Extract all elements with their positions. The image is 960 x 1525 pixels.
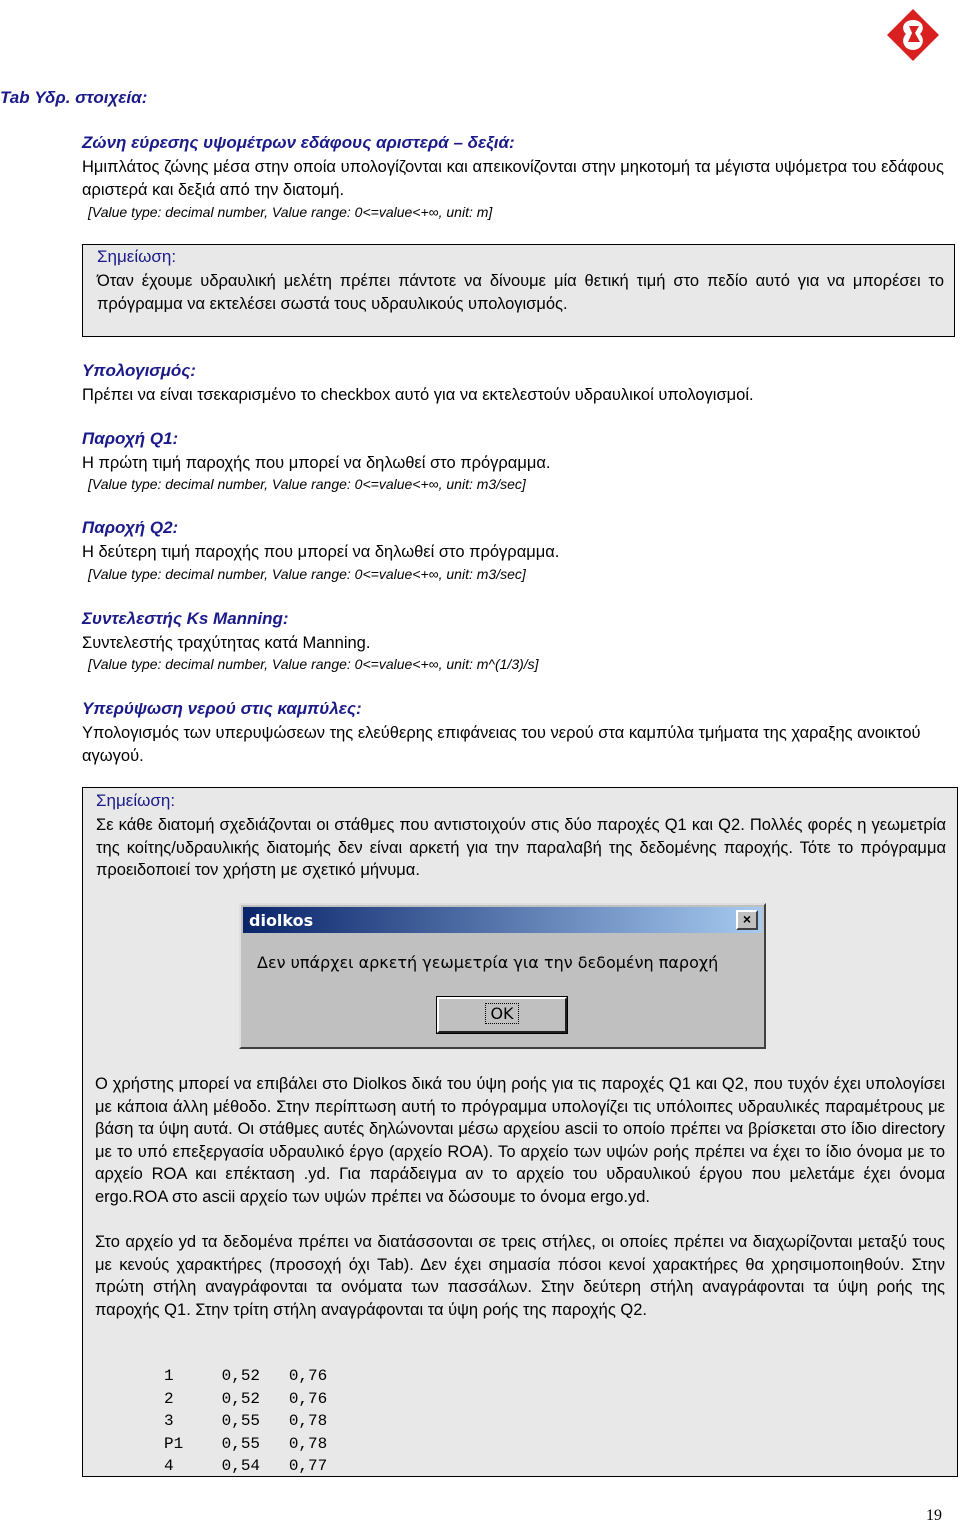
note-label: Σημείωση:: [96, 791, 176, 810]
note-label: Σημείωση:: [97, 247, 177, 266]
q2-text: Η δεύτερη τιμή παροχής που μπορεί να δηλωθεί στο πρόγραμμα.: [82, 543, 560, 561]
q1-value-info: [Value type: decimal number, Value range: 0<=value<+∞, unit: m3/sec]: [88, 476, 526, 492]
example-file-content: [164, 1365, 327, 1478]
dialog-title: diolkos: [249, 911, 314, 930]
calc-heading: Υπολογισμός:: [82, 361, 196, 380]
manning-text: Συντελεστής τραχύτητας κατά Manning.: [82, 634, 371, 652]
dialog-message: Δεν υπάρχει αρκετή γεωμετρία για την δεδομένη παροχή: [257, 953, 719, 972]
warning-dialog: [239, 903, 766, 1049]
ok-label: OK: [485, 1003, 518, 1024]
note-box-1: [82, 244, 955, 337]
q1-text: Η πρώτη τιμή παροχής που μπορεί να δηλωθεί στο πρόγραμμα.: [82, 454, 551, 472]
example-line: 2 0,52 0,76: [164, 1389, 328, 1408]
note-text-2: Ο χρήστης μπορεί να επιβάλει στο Diolkos δικά του ύψη ροής για τις παροχές Q1 και Q2, που τυχόν έχει υπολογίσει με κάποια άλλη μέθοδο. Στην περίπτωση αυτή το πρόγραμμα υπολογίζει τις υπόλοιπες υδραυλικές παραμέτρους με βάση τα ύψη αυτά. Οι στάθμες αυτές δηλώνονται μέσω αρχείου ascii το οποίο πρέπει να βρίσκεται στο ίδιο directory με το υπό επεξεργασία υδραυλικό έργο (αρχείο ROA). Το αρχείο των υψών ροής πρέπει να έχει το ίδιο όνομα με το αρχείο ROA και επέκταση .yd. Για παράδειγμα αν το αρχείο του υδραυλικού έργου που μελετάμε έχει όνομα ergo.ROA στο ascii αρχείο των υψών πρέπει να δώσουμε το όνομα ergo.yd.: [95, 1075, 945, 1206]
close-icon[interactable]: ×: [736, 910, 758, 930]
zone-value-info: [Value type: decimal number, Value range: 0<=value<+∞, unit: m]: [88, 204, 493, 220]
note-text: Σε κάθε διατομή σχεδιάζονται οι στάθμες που αντιστοιχούν στις δύο παροχές Q1 και Q2. Πολλές φορές η γεωμετρία της κοίτης/υδραυλικής διατομής δεν είναι αρκετή για την παραλαβή της δεδομένης παροχής. Τότε το πρόγραμμα προειδοποιεί τον χρήστη με σχετικό μήνυμα.: [96, 816, 946, 879]
page-number: 19: [926, 1507, 942, 1524]
example-line: 3 0,55 0,78: [164, 1412, 328, 1430]
q2-heading: Παροχή Q2:: [82, 518, 179, 537]
note-text-3: Στο αρχείο yd τα δεδομένα πρέπει να διατάσσονται σε τρεις στήλες, οι οποίες πρέπει να διαχωρίζονται μεταξύ τους με κενούς χαρακτήρες (προσοχή όχι Tab). Δεν έχει σημασία πόσοι κενοί χαρακτήρες θα χρησιμοποιηθούν. Στην πρώτη στήλη αναγράφονται τα ονόματα των πασσάλων. Στην δεύτερη στήλη αναγράφονται τα ύψη ροής της παροχής Q1. Στην τρίτη στήλη αναγράφονται τα ύψη ροής της παροχής Q2.: [95, 1233, 945, 1319]
diolkos-logo-icon: [884, 6, 942, 64]
zone-heading: Ζώνη εύρεσης υψομέτρων εδάφους αριστερά – δεξιά:: [82, 133, 515, 152]
example-line: 4 0,54 0,77: [164, 1457, 328, 1475]
example-line: P1 0,55 0,78: [164, 1434, 328, 1453]
superelevation-text: Υπολογισμός των υπερυψώσεων της ελεύθερης επιφάνειας του νερού στα καμπύλα τμήματα της χαραξης ανοικτού αγωγού.: [82, 724, 921, 765]
manning-value-info: [Value type: decimal number, Value range: 0<=value<+∞, unit: m^(1/3)/s]: [88, 656, 539, 672]
calc-text: Πρέπει να είναι τσεκαρισμένο το checkbox αυτό για να εκτελεστούν υδραυλικοί υπολογισμοί.: [82, 386, 754, 404]
superelevation-heading: Υπερύψωση νερού στις καμπύλες:: [82, 699, 362, 718]
dialog-titlebar: [243, 907, 762, 933]
ok-button[interactable]: [437, 997, 567, 1033]
q1-heading: Παροχή Q1:: [82, 429, 179, 448]
zone-text: Ημιπλάτος ζώνης μέσα στην οποία υπολογίζονται και απεικονίζονται στην μηκοτομή τα μέγιστα υψόμετρα του εδάφους αριστερά και δεξιά από την διατομή.: [82, 158, 944, 199]
example-line: 1 0,52 0,76: [164, 1367, 328, 1385]
q2-value-info: [Value type: decimal number, Value range: 0<=value<+∞, unit: m3/sec]: [88, 566, 526, 582]
note-text: Όταν έχουμε υδραυλική μελέτη πρέπει πάντοτε να δίνουμε μία θετική τιμή στο πεδίο αυτό για να μπορέσει το πρόγραμμα να εκτελέσει σωστά τους υδραυλικούς υπολογισμός.: [97, 272, 944, 313]
tab-title: Tab Υδρ. στοιχεία:: [0, 88, 148, 107]
manning-heading: Συντελεστής Ks Manning:: [82, 609, 289, 628]
